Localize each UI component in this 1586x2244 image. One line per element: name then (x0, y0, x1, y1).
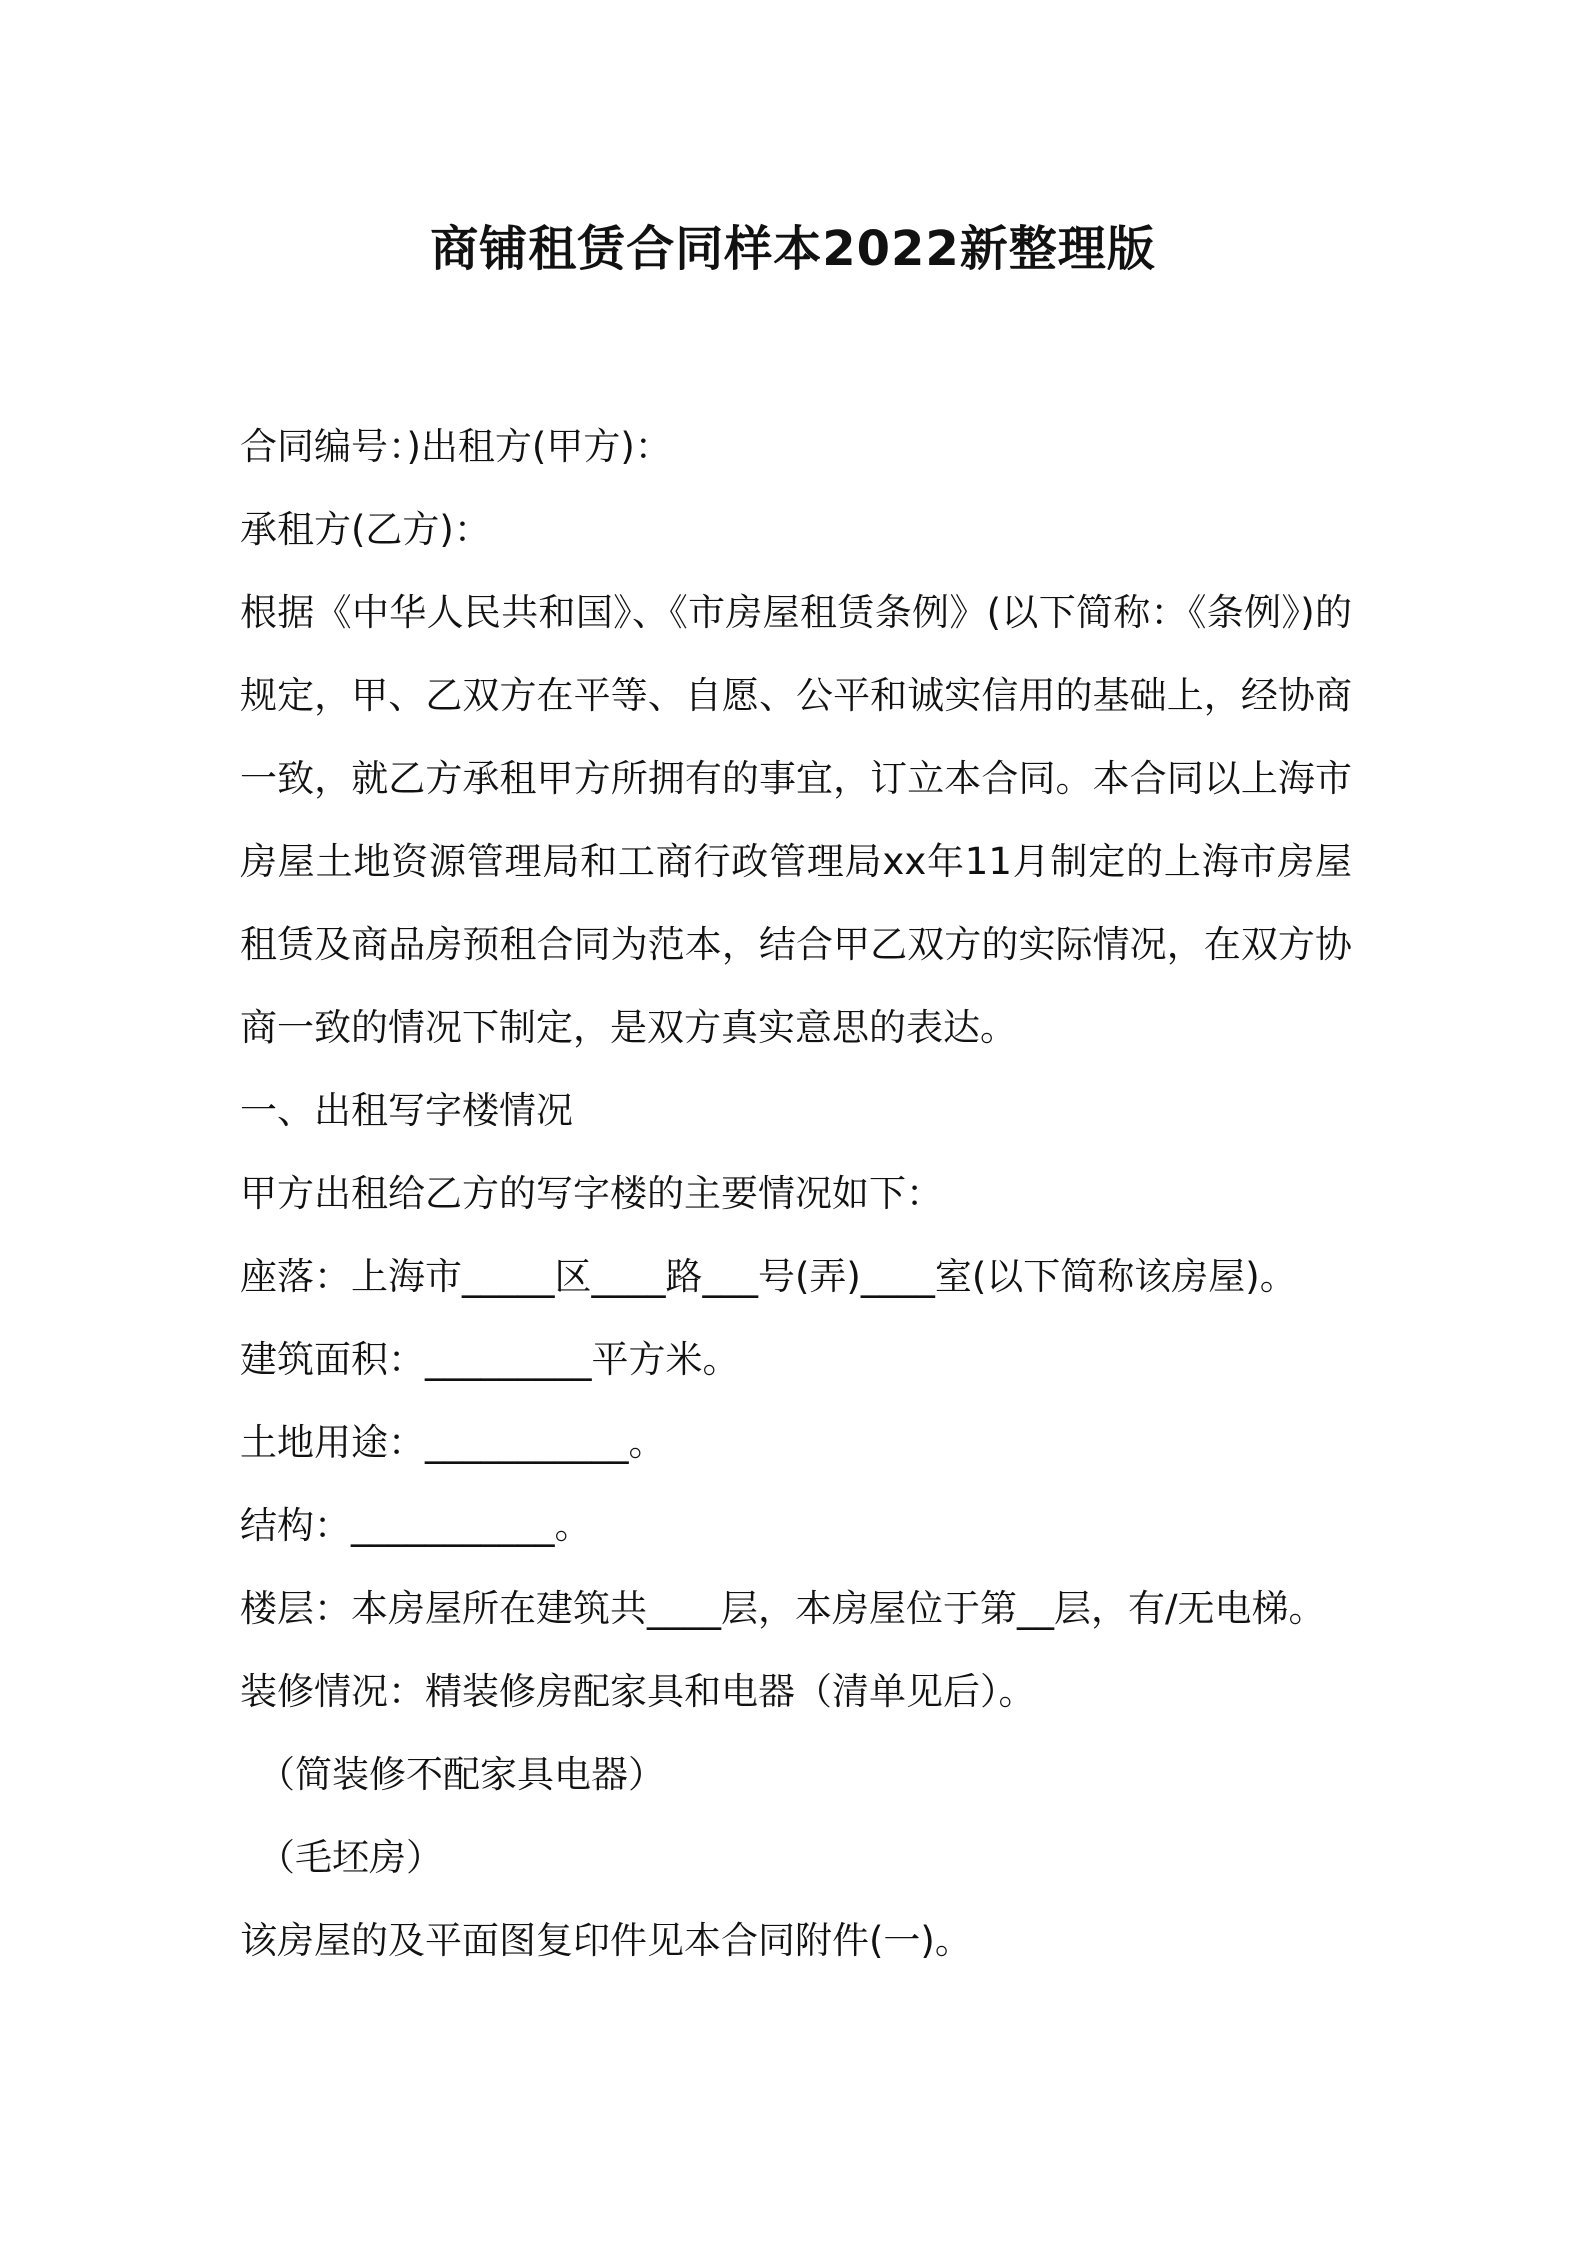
section-1-heading: 一、出租写字楼情况 (240, 1089, 573, 1132)
appendix-line: 该房屋的及平面图复印件见本合同附件(一)。 (240, 1919, 972, 1962)
contract-number-line: 合同编号：)出租方(甲方)： (240, 425, 672, 468)
decoration-line: 装修情况：精装修房配家具和电器（清单见后）。 (240, 1670, 1036, 1713)
location-line: 座落：上海市_____区____路___号(弄)____室(以下简称该房屋)。 (240, 1255, 1297, 1298)
preamble-paragraph: 根据《中华人民共和国》、《市房屋租赁条例》(以下简称：《条例》)的规定，甲、乙双方在平等、自愿、公平和诚实信用的基础上，经协商一致，就乙方承租甲方所拥有的事宜，订立本合同。本合同以上海市房屋土地资源管理局和工商行政管理局xx年11月制定的上海市房屋租赁及商品房预租合同为范本，结合甲乙双方的实际情况，在双方协商一致的情况下制定，是双方真实意思的表达。 (240, 591, 1352, 1049)
lessee-line: 承租方(乙方)： (240, 508, 491, 551)
document-title: 商铺租赁合同样本2022新整理版 (430, 221, 1156, 277)
section-1-intro: 甲方出租给乙方的写字楼的主要情况如下： (240, 1172, 943, 1215)
floor-line: 楼层：本房屋所在建筑共____层，本房屋位于第__层，有/无电梯。 (240, 1587, 1326, 1630)
decoration-rough-line: （毛坯房） (258, 1836, 443, 1879)
decoration-simple-line: （简装修不配家具电器） (258, 1753, 665, 1796)
structure-line: 结构：___________。 (240, 1504, 592, 1547)
document-body (240, 405, 1352, 1982)
land-use-line: 土地用途：___________。 (240, 1421, 666, 1464)
building-area-line: 建筑面积：_________平方米。 (240, 1338, 740, 1381)
